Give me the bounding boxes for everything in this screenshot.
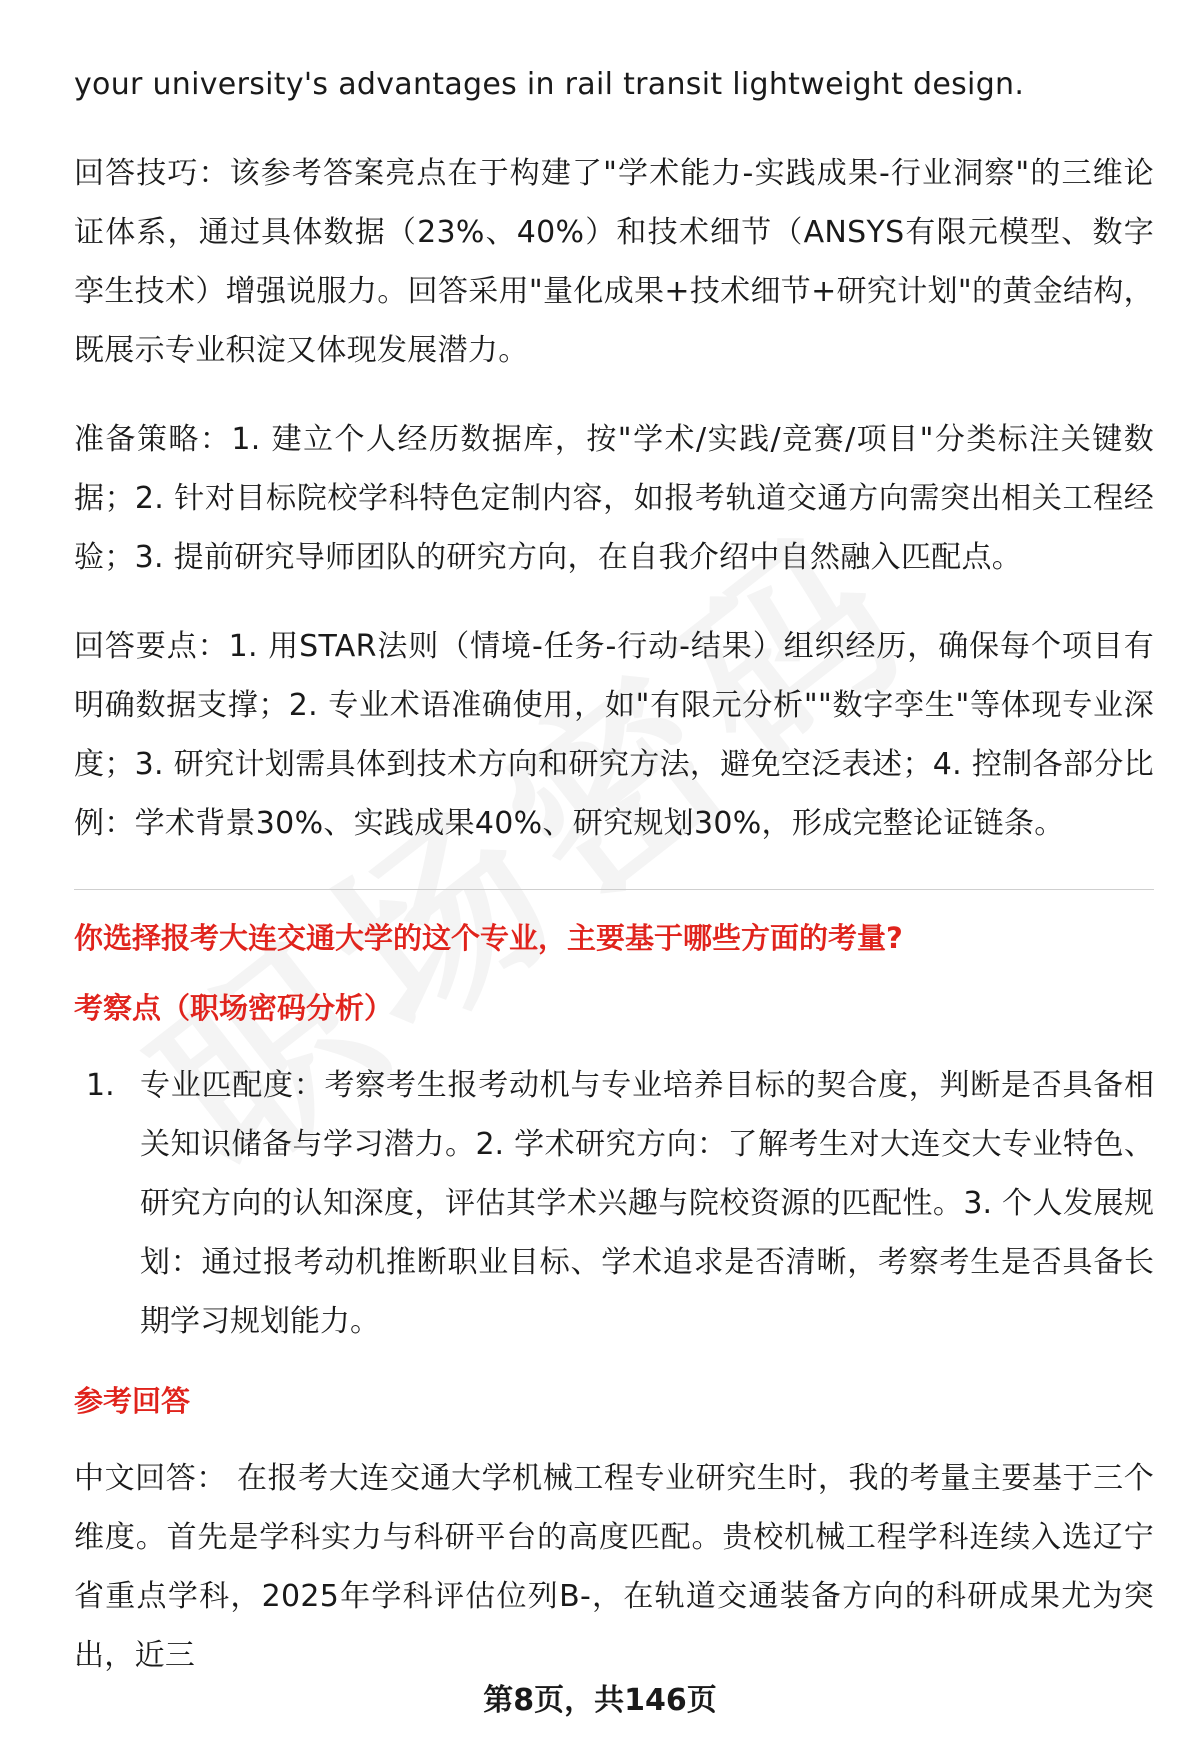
page-number-footer: 第8页，共146页 (483, 1683, 717, 1718)
answer-tips-paragraph: 回答技巧：该参考答案亮点在于构建了"学术能力-实践成果-行业洞察"的三维论证体系，通过具体数据（23%、40%）和技术细节（ANSYS有限元模型、数字孪生技术）增强说服力。回答采用"量化成果+技术细节+研究计划"的黄金结构，既展示专业积淀又体现发展潜力。 (74, 156, 1154, 368)
list-item-number: 1. (86, 1068, 115, 1103)
intro-tail-paragraph: your university's advantages in rail transit lightweight design. (74, 67, 1025, 102)
list-item (74, 1056, 1154, 1351)
page-content (74, 55, 1154, 1715)
reference-heading: 参考回答 (74, 1384, 191, 1418)
reference-answer-paragraph: 中文回答： 在报考大连交通大学机械工程专业研究生时，我的考量主要基于三个维度。首先是学科实力与科研平台的高度匹配。贵校机械工程学科连续入选辽宁省重点学科，2025年学科评估位列B-，在轨道交通装备方向的科研成果尤为突出，近三 (74, 1461, 1154, 1673)
question-title: 你选择报考大连交通大学的这个专业，主要基于哪些方面的考量? (74, 921, 903, 955)
section-divider (74, 889, 1154, 890)
key-points-paragraph: 回答要点：1. 用STAR法则（情境-任务-行动-结果）组织经历，确保每个项目有明确数据支撑；2. 专业术语准确使用，如"有限元分析""数字孪生"等体现专业深度；3. 研究计划需具体到技术方向和研究方法，避免空泛表述；4. 控制各部分比例：学术背景30%、实践成果40%、研究规划30%，形成完整论证链条。 (74, 629, 1154, 841)
analysis-heading: 考察点（职场密码分析） (74, 991, 394, 1025)
analysis-list (74, 1056, 1154, 1351)
list-item-text: 专业匹配度：考察考生报考动机与专业培养目标的契合度，判断是否具备相关知识储备与学习潜力。2. 学术研究方向：了解考生对大连交大专业特色、研究方向的认知深度，评估其学术兴趣与院校资源的匹配性。3. 个人发展规划：通过报考动机推断职业目标、学术追求是否清晰，考察考生是否具备长期学习规划能力。 (140, 1068, 1154, 1339)
prep-strategy-paragraph: 准备策略：1. 建立个人经历数据库，按"学术/实践/竞赛/项目"分类标注关键数据；2. 针对目标院校学科特色定制内容，如报考轨道交通方向需突出相关工程经验；3. 提前研究导师团队的研究方向，在自我介绍中自然融入匹配点。 (74, 422, 1154, 575)
